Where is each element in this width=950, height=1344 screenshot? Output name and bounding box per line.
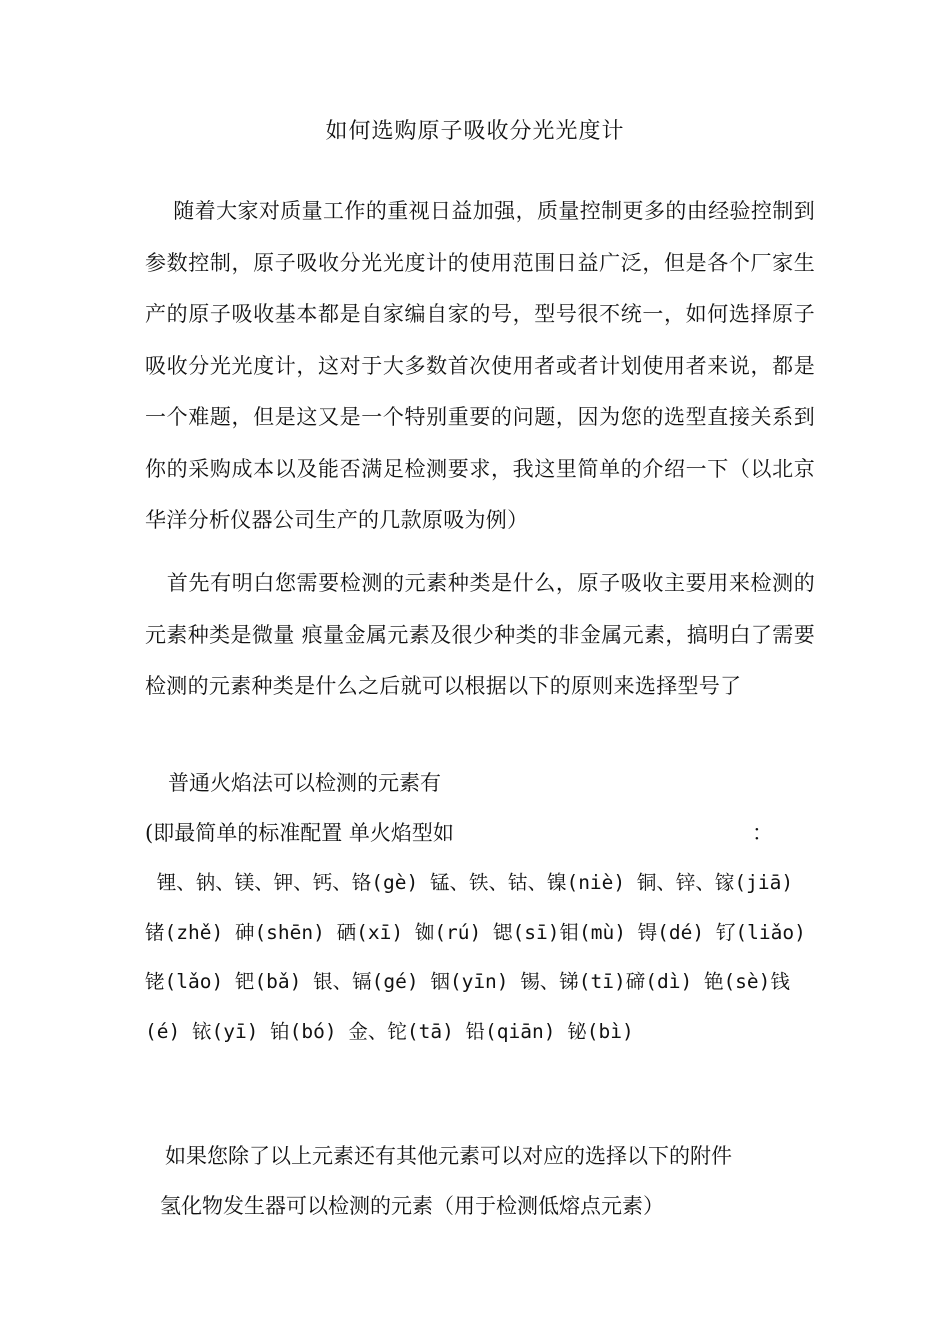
flame-method-heading: 普通火焰法可以检测的元素有: [168, 771, 441, 795]
other-elements-line: 如果您除了以上元素还有其他元素可以对应的选择以下的附件: [165, 1144, 732, 1168]
flame-config-colon: ：: [752, 821, 773, 845]
flame-elements-list: 锂、钠、镁、钾、钙、铬(gè) 锰、铁、钴、镍(niè) 铜、锌、镓(jiā) 锗(zhě) 砷(shēn) 硒(xī) 铷(rú) 锶(sī)钼(mù) 锝(dé) 钌(liǎo) 铑(lǎo) 钯(bǎ) 银、镉(gé) 铟(yīn) 锡、锑(tī)碲(dì) 铯(sè)钱(é) 铱(yī) 铂(bó) 金、铊(tā) 铅(qiān) 铋(bì): [145, 871, 818, 1043]
intro-paragraph: 随着大家对质量工作的重视日益加强，质量控制更多的由经验控制到参数控制，原子吸收分光光度计的使用范围日益广泛，但是各个厂家生产的原子吸收基本都是自家编自家的号，型号很不统一，如何选择原子吸收分光光度计，这对于大多数首次使用者或者计划使用者来说，都是一个难题，但是这又是一个特别重要的问题，因为您的选型直接关系到你的采购成本以及能否满足检测要求，我这里简单的介绍一下（以北京华洋分析仪器公司生产的几款原吸为例）: [145, 199, 815, 532]
element-type-paragraph: 首先有明白您需要检测的元素种类是什么，原子吸收主要用来检测的元素种类是微量 痕量金属元素及很少种类的非金属元素，搞明白了需要检测的元素种类是什么之后就可以根据以下的原则来选择型号了: [145, 571, 815, 698]
hydride-generator-heading: 氢化物发生器可以检测的元素（用于检测低熔点元素）: [160, 1194, 664, 1218]
flame-config-line: (即最简单的标准配置 单火焰型如: [145, 821, 454, 845]
document-title: 如何选购原子吸收分光光度计: [325, 119, 625, 144]
